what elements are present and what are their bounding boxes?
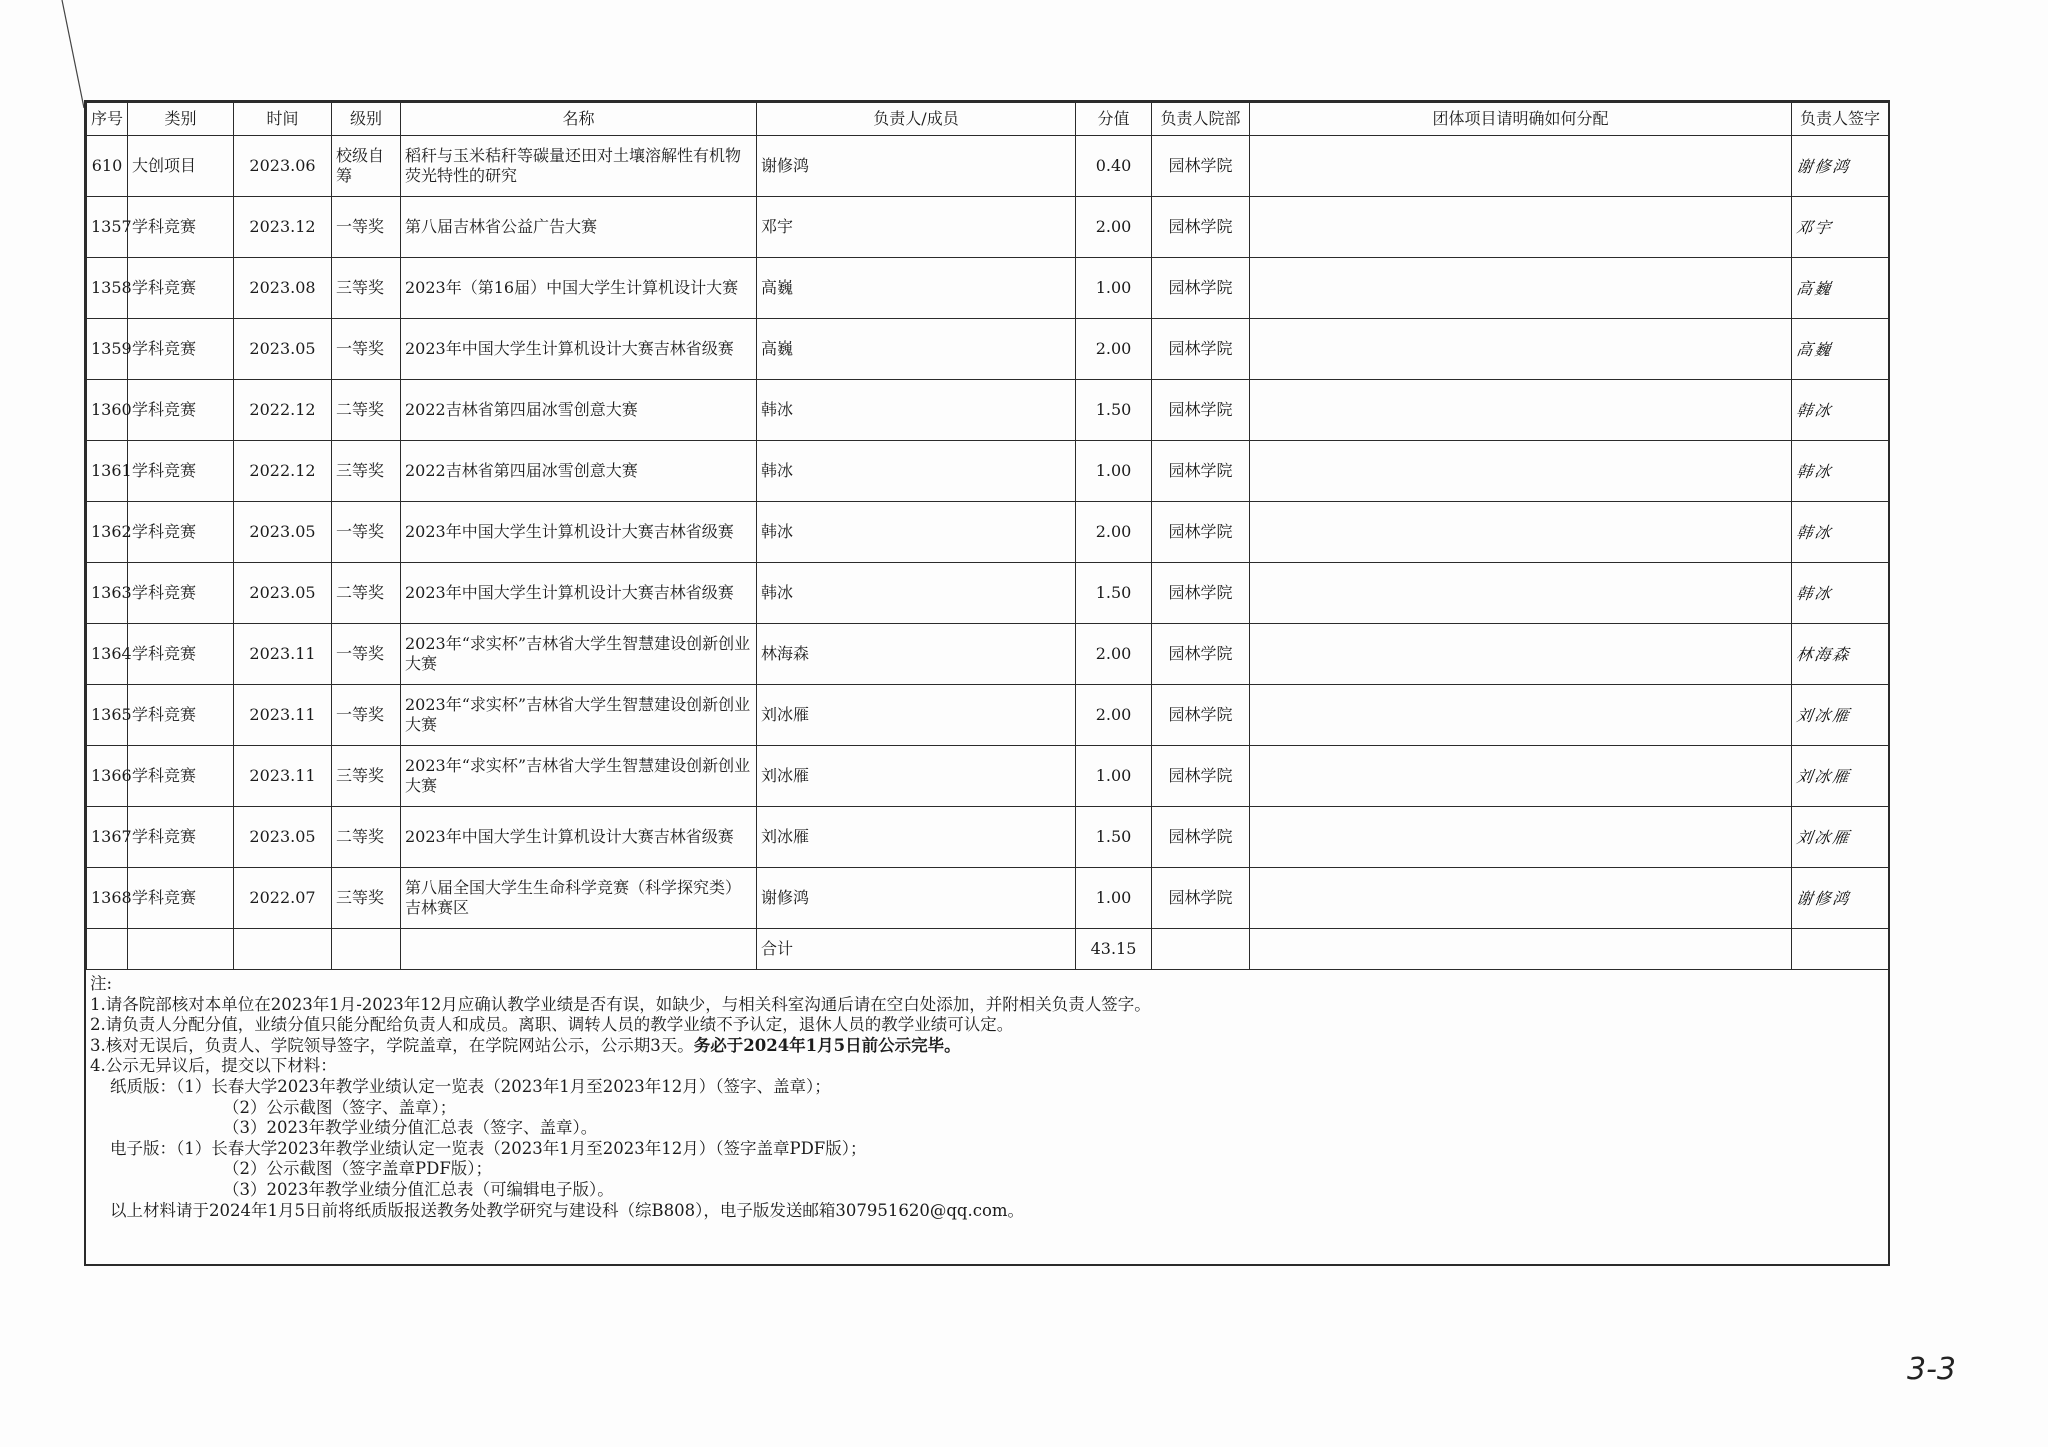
row-no: 1364	[87, 624, 128, 685]
row-allocation	[1250, 319, 1792, 380]
row-person: 刘冰雁	[757, 685, 1076, 746]
header-col-score: 分值	[1076, 103, 1152, 136]
row-score: 2.00	[1076, 319, 1152, 380]
electronic-item-2: （2）公示截图（签字盖章PDF版）；	[223, 1159, 493, 1179]
row-allocation	[1250, 441, 1792, 502]
row-signature: 刘冰雁	[1787, 746, 1893, 807]
row-person: 谢修鸿	[757, 868, 1076, 929]
row-name: 2023年中国大学生计算机设计大赛吉林省级赛	[401, 319, 757, 380]
page-number: 3-3	[1907, 1352, 1956, 1387]
row-type: 学科竞赛	[128, 258, 234, 319]
row-name: 2023年“求实杯”吉林省大学生智慧建设创新创业大赛	[401, 624, 757, 685]
note-4: 4.公示无异议后，提交以下材料：	[90, 1056, 337, 1076]
row-name: 2022吉林省第四届冰雪创意大赛	[401, 380, 757, 441]
row-allocation	[1250, 746, 1792, 807]
row-name: 第八届全国大学生生命科学竞赛（科学探究类）吉林赛区	[401, 868, 757, 929]
row-signature: 韩冰	[1787, 502, 1893, 563]
row-dept: 园林学院	[1152, 624, 1250, 685]
note-3-text: 3.核对无误后，负责人、学院领导签字，学院盖章，在学院网站公示，公示期3天。	[90, 1035, 694, 1055]
row-person: 邓宇	[757, 197, 1076, 258]
paper-item-3: （3）2023年教学业绩分值汇总表（签字、盖章）。	[223, 1118, 598, 1138]
table-row	[87, 197, 1889, 258]
row-no: 1358	[87, 258, 128, 319]
row-allocation	[1250, 624, 1792, 685]
row-name: 2023年中国大学生计算机设计大赛吉林省级赛	[401, 563, 757, 624]
row-time: 2023.06	[234, 136, 332, 197]
row-signature: 韩冰	[1787, 563, 1893, 624]
row-score: 1.00	[1076, 868, 1152, 929]
row-score: 2.00	[1076, 502, 1152, 563]
row-level: 一等奖	[332, 624, 401, 685]
total-empty-cell	[1792, 929, 1889, 970]
header-col-name: 名称	[401, 103, 757, 136]
row-time: 2023.11	[234, 746, 332, 807]
row-person: 韩冰	[757, 563, 1076, 624]
row-signature: 谢修鸿	[1787, 136, 1893, 197]
row-time: 2023.11	[234, 685, 332, 746]
table-header-row	[87, 103, 1889, 136]
row-level: 一等奖	[332, 319, 401, 380]
row-signature: 韩冰	[1787, 380, 1893, 441]
total-row	[87, 929, 1889, 970]
notes-title: 注:	[90, 974, 113, 993]
row-person: 韩冰	[757, 380, 1076, 441]
table-row	[87, 685, 1889, 746]
row-person: 刘冰雁	[757, 746, 1076, 807]
row-type: 学科竞赛	[128, 502, 234, 563]
row-allocation	[1250, 197, 1792, 258]
row-no: 1362	[87, 502, 128, 563]
row-dept: 园林学院	[1152, 258, 1250, 319]
row-score: 2.00	[1076, 624, 1152, 685]
header-col-dept: 负责人院部	[1152, 103, 1250, 136]
table-row	[87, 502, 1889, 563]
row-dept: 园林学院	[1152, 868, 1250, 929]
row-name: 2023年“求实杯”吉林省大学生智慧建设创新创业大赛	[401, 746, 757, 807]
row-time: 2023.05	[234, 502, 332, 563]
row-signature: 林海森	[1787, 624, 1893, 685]
total-empty-cell	[1152, 929, 1250, 970]
row-name: 稻秆与玉米秸秆等碳量还田对土壤溶解性有机物荧光特性的研究	[401, 136, 757, 197]
row-allocation	[1250, 563, 1792, 624]
header-col-type: 类别	[128, 103, 234, 136]
row-score: 1.00	[1076, 441, 1152, 502]
note-1: 1.请各院部核对本单位在2023年1月-2023年12月应确认教学业绩是否有误，如缺少，与相关科室沟通后请在空白处添加，并附相关负责人签字。	[90, 994, 1151, 1014]
row-dept: 园林学院	[1152, 380, 1250, 441]
row-level: 一等奖	[332, 502, 401, 563]
total-empty-cell	[234, 929, 332, 970]
row-no: 1361	[87, 441, 128, 502]
row-dept: 园林学院	[1152, 197, 1250, 258]
paper-item-2: （2）公示截图（签字、盖章）；	[223, 1097, 457, 1117]
row-allocation	[1250, 380, 1792, 441]
row-allocation	[1250, 136, 1792, 197]
row-no: 1363	[87, 563, 128, 624]
row-dept: 园林学院	[1152, 502, 1250, 563]
header-col-person: 负责人/成员	[757, 103, 1076, 136]
row-person: 韩冰	[757, 502, 1076, 563]
row-no: 1368	[87, 868, 128, 929]
table-row	[87, 258, 1889, 319]
row-signature: 高巍	[1787, 319, 1893, 380]
row-no: 610	[87, 136, 128, 197]
row-time: 2023.05	[234, 807, 332, 868]
row-person: 刘冰雁	[757, 807, 1076, 868]
row-allocation	[1250, 807, 1792, 868]
row-signature: 邓宇	[1787, 197, 1893, 258]
corner-fold-mark	[60, 0, 88, 110]
total-empty-cell	[128, 929, 234, 970]
header-col-time: 时间	[234, 103, 332, 136]
row-allocation	[1250, 502, 1792, 563]
row-allocation	[1250, 685, 1792, 746]
row-name: 2023年中国大学生计算机设计大赛吉林省级赛	[401, 502, 757, 563]
row-no: 1367	[87, 807, 128, 868]
row-no: 1365	[87, 685, 128, 746]
row-score: 1.50	[1076, 807, 1152, 868]
row-level: 一等奖	[332, 685, 401, 746]
row-time: 2023.05	[234, 319, 332, 380]
table-row	[87, 807, 1889, 868]
row-dept: 园林学院	[1152, 441, 1250, 502]
row-type: 大创项目	[128, 136, 234, 197]
row-type: 学科竞赛	[128, 197, 234, 258]
row-type: 学科竞赛	[128, 563, 234, 624]
row-dept: 园林学院	[1152, 563, 1250, 624]
row-type: 学科竞赛	[128, 624, 234, 685]
row-type: 学科竞赛	[128, 319, 234, 380]
header-col-allocation: 团体项目请明确如何分配	[1250, 103, 1792, 136]
row-name: 2023年（第16届）中国大学生计算机设计大赛	[401, 258, 757, 319]
row-person: 高巍	[757, 258, 1076, 319]
row-score: 1.00	[1076, 258, 1152, 319]
electronic-item-3: （3）2023年教学业绩分值汇总表（可编辑电子版）。	[223, 1179, 614, 1199]
row-name: 2023年中国大学生计算机设计大赛吉林省级赛	[401, 807, 757, 868]
note-3	[90, 1036, 1888, 1057]
row-type: 学科竞赛	[128, 380, 234, 441]
row-type: 学科竞赛	[128, 746, 234, 807]
row-time: 2022.12	[234, 380, 332, 441]
row-score: 1.50	[1076, 563, 1152, 624]
row-name: 2023年“求实杯”吉林省大学生智慧建设创新创业大赛	[401, 685, 757, 746]
row-level: 三等奖	[332, 868, 401, 929]
row-time: 2022.12	[234, 441, 332, 502]
total-empty-cell	[332, 929, 401, 970]
row-level: 一等奖	[332, 197, 401, 258]
row-no: 1366	[87, 746, 128, 807]
table-row	[87, 624, 1889, 685]
row-dept: 园林学院	[1152, 319, 1250, 380]
total-empty-cell	[1250, 929, 1792, 970]
row-score: 2.00	[1076, 197, 1152, 258]
row-signature: 刘冰雁	[1787, 807, 1893, 868]
performance-table-document	[84, 100, 1890, 1266]
row-score: 0.40	[1076, 136, 1152, 197]
row-time: 2023.11	[234, 624, 332, 685]
row-person: 高巍	[757, 319, 1076, 380]
row-name: 第八届吉林省公益广告大赛	[401, 197, 757, 258]
table-row	[87, 563, 1889, 624]
row-signature: 韩冰	[1787, 441, 1893, 502]
row-time: 2022.07	[234, 868, 332, 929]
total-empty-cell	[87, 929, 128, 970]
row-type: 学科竞赛	[128, 807, 234, 868]
performance-table	[86, 102, 1889, 970]
table-row	[87, 136, 1889, 197]
row-name: 2022吉林省第四届冰雪创意大赛	[401, 441, 757, 502]
header-col-level: 级别	[332, 103, 401, 136]
row-score: 2.00	[1076, 685, 1152, 746]
note-3-deadline: 务必于2024年1月5日前公示完毕。	[693, 1035, 961, 1055]
row-score: 1.00	[1076, 746, 1152, 807]
paper-item-1: 纸质版：（1）长春大学2023年教学业绩认定一览表（2023年1月至2023年12月）（签字、盖章）；	[110, 1076, 831, 1096]
electronic-item-1: 电子版：（1）长春大学2023年教学业绩认定一览表（2023年1月至2023年12月）（签字盖章PDF版）；	[110, 1138, 867, 1158]
row-type: 学科竞赛	[128, 441, 234, 502]
row-time: 2023.08	[234, 258, 332, 319]
row-dept: 园林学院	[1152, 136, 1250, 197]
row-allocation	[1250, 258, 1792, 319]
total-label: 合计	[757, 929, 1076, 970]
row-level: 二等奖	[332, 563, 401, 624]
table-row	[87, 441, 1889, 502]
total-empty-cell	[401, 929, 757, 970]
notes-section	[86, 970, 1888, 1221]
row-no: 1360	[87, 380, 128, 441]
row-type: 学科竞赛	[128, 685, 234, 746]
row-level: 二等奖	[332, 807, 401, 868]
row-signature: 谢修鸿	[1787, 868, 1893, 929]
row-type: 学科竞赛	[128, 868, 234, 929]
row-level: 校级自筹	[332, 136, 401, 197]
row-level: 二等奖	[332, 380, 401, 441]
row-allocation	[1250, 868, 1792, 929]
submission-note: 以上材料请于2024年1月5日前将纸质版报送教务处教学研究与建设科（综B808），电子版发送邮箱307951620@qq.com。	[110, 1200, 1025, 1220]
header-col-signature: 负责人签字	[1792, 103, 1889, 136]
row-no: 1357	[87, 197, 128, 258]
header-col-no: 序号	[87, 103, 128, 136]
row-person: 林海森	[757, 624, 1076, 685]
row-signature: 高巍	[1787, 258, 1893, 319]
row-level: 三等奖	[332, 441, 401, 502]
table-row	[87, 746, 1889, 807]
row-time: 2023.05	[234, 563, 332, 624]
row-dept: 园林学院	[1152, 685, 1250, 746]
note-2: 2.请负责人分配分值，业绩分值只能分配给负责人和成员。离职、调转人员的教学业绩不予认定，退休人员的教学业绩可认定。	[90, 1015, 1014, 1035]
row-level: 三等奖	[332, 746, 401, 807]
row-dept: 园林学院	[1152, 746, 1250, 807]
total-value: 43.15	[1076, 929, 1152, 970]
row-level: 三等奖	[332, 258, 401, 319]
row-person: 韩冰	[757, 441, 1076, 502]
table-row	[87, 380, 1889, 441]
row-signature: 刘冰雁	[1787, 685, 1893, 746]
row-score: 1.50	[1076, 380, 1152, 441]
row-no: 1359	[87, 319, 128, 380]
row-time: 2023.12	[234, 197, 332, 258]
table-row	[87, 319, 1889, 380]
row-person: 谢修鸿	[757, 136, 1076, 197]
row-dept: 园林学院	[1152, 807, 1250, 868]
table-row	[87, 868, 1889, 929]
